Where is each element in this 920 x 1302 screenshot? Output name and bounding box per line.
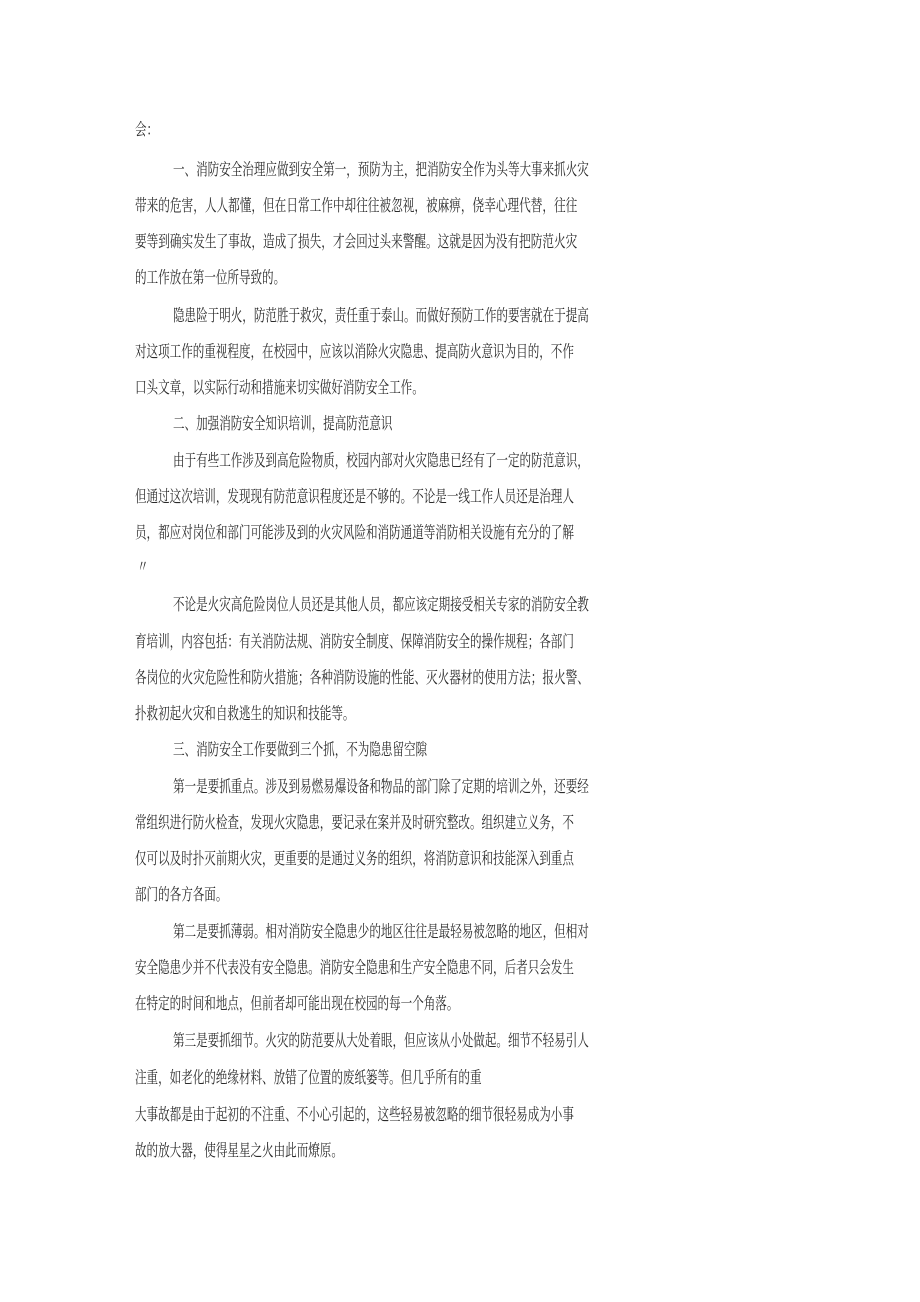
text-line: 带来的危害，人人都懂，但在日常工作中却往往被忽视，被麻痹，侥幸心理代替，往往	[135, 196, 578, 215]
text-line: 员，都应对岗位和部门可能涉及到的火灾风险和消防通道等消防相关设施有充分的了解	[135, 523, 574, 542]
text-line: 会：	[135, 120, 159, 139]
text-line: 不论是火灾高危险岗位人员还是其他人员，都应该定期接受相关专家的消防安全教	[173, 595, 589, 614]
text-line: 要等到确实发生了事故，造成了损失，才会回过头来警醒。这就是因为没有把防范火灾	[135, 232, 578, 251]
text-line: 注重，如老化的绝缘材料、放错了位置的废纸篓等。但几乎所有的重	[135, 1068, 482, 1087]
text-line: 扑救初起火灾和自救逃生的知识和技能等。	[135, 704, 355, 723]
text-line: 育培训，内容包括：有关消防法规、消防安全制度、保障消防安全的操作规程；各部门	[135, 632, 574, 651]
text-line: 三、消防安全工作要做到三个抓，不为隐患留空隙	[173, 740, 428, 759]
text-line: 隐患险于明火，防范胜于救灾，责任重于泰山。而做好预防工作的要害就在于提高	[173, 306, 589, 325]
text-line: 〃	[137, 557, 149, 576]
text-line: 第三是要抓细节。火灾的防范要从大处着眼，但应该从小处做起。细节不轻易引人	[173, 1031, 589, 1050]
text-line: 故的放大器，使得星星之火由此而燎原。	[135, 1141, 343, 1160]
text-line: 各岗位的火灾危险性和防火措施；各种消防设施的性能、灭火器材的使用方法；报火警、	[135, 668, 589, 687]
text-line: 由于有些工作涉及到高危险物质，校园内部对火灾隐患已经有了一定的防范意识，	[173, 451, 589, 470]
text-line: 在特定的时间和地点，但前者却可能出现在校园的每一个角落。	[135, 994, 459, 1013]
text-line: 部门的各方各面。	[135, 885, 228, 904]
text-line: 第一是要抓重点。涉及到易燃易爆设备和物品的部门除了定期的培训之外，还要经	[173, 777, 589, 796]
text-line: 但通过这次培训，发现现有防范意识程度还是不够的。不论是一线工作人员还是治理人	[135, 487, 574, 506]
text-line: 常组织进行防火检查，发现火灾隐患，要记录在案并及时研究整改。组织建立义务，不	[135, 813, 574, 832]
text-line: 对这项工作的重视程度，在校园中，应该以消除火灾隐患、提高防火意识为目的，不作	[135, 342, 574, 361]
text-line: 口头文章，以实际行动和措施来切实做好消防安全工作。	[135, 378, 424, 397]
text-line: 仅可以及时扑灭前期火灾，更重要的是通过义务的组织，将消防意识和技能深入到重点	[135, 849, 574, 868]
text-line: 大事故都是由于起初的不注重、不小心引起的，这些轻易被忽略的细节很轻易成为小事	[135, 1105, 574, 1124]
text-line: 第二是要抓薄弱。相对消防安全隐患少的地区往往是最轻易被忽略的地区，但相对	[173, 922, 589, 941]
text-line: 一、消防安全治理应做到安全第一，预防为主，把消防安全作为头等大事来抓火灾	[173, 160, 589, 179]
text-line: 二、加强消防安全知识培训，提高防范意识	[173, 414, 393, 433]
text-line: 的工作放在第一位所导致的。	[135, 268, 286, 287]
text-line: 安全隐患少并不代表没有安全隐患。消防安全隐患和生产安全隐患不同，后者只会发生	[135, 958, 574, 977]
